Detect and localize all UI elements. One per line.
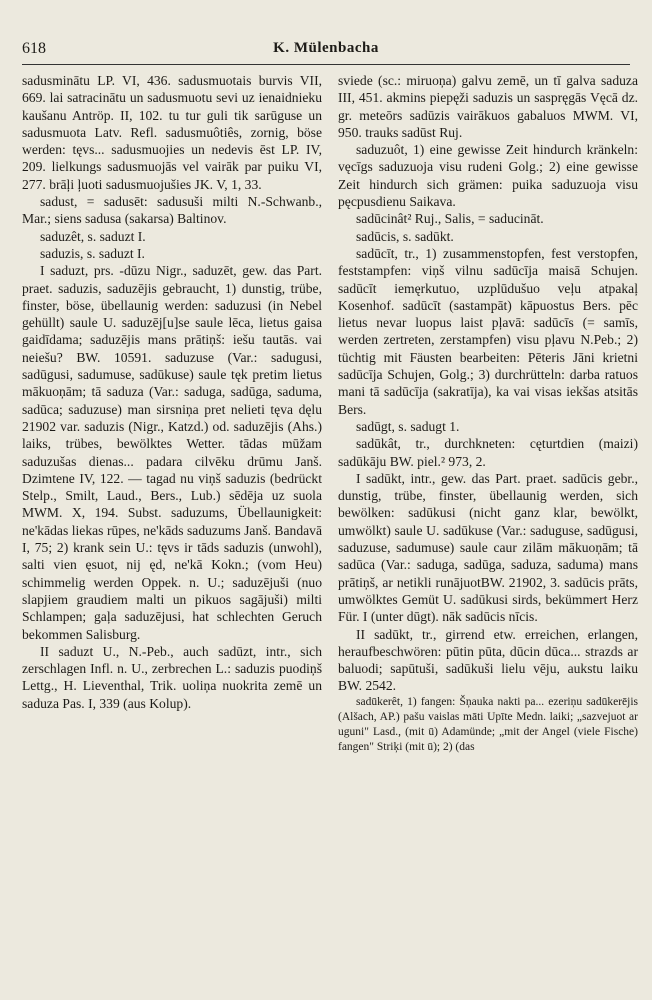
entry-paragraph: sadust, = sadusēt: sadusuši milti N.-Schwanb., Mar.; siens sadusa (sakarsa) Baltinov. bbox=[22, 194, 322, 227]
header-rule bbox=[22, 64, 630, 65]
running-title: K. Mülenbacha bbox=[273, 40, 379, 56]
entry-paragraph: sadūkât, tr., durchkneten: cęturtdien (maizi) sadūkāju BW. piel.² 973, 2. bbox=[338, 436, 638, 469]
entry-paragraph: sadusminātu LP. VI, 436. sadusmuotais burvis VII, 669. lai satracinātu un sadusmuotu sevi uz ienaidnieku kaušanu Antröp. II, 102. tu tur guli tik sarūguse un sadusmuota Latv. Refl. sadusmuôtiês, zornig, böse werden: tęvs... sadusmuojies un nedevis ēst LP. IV, 209. lielkungs sadusmuojās vel vairāk par puiku VI, 277. brāļi ļuoti sadusmuojušies JK. V, 1, 33. bbox=[22, 73, 322, 192]
entry-paragraph: sadūkerêt, 1) fangen: Šņauka nakti pa... ezeriņu sadūkerējis (Alšach, AP.) pašu vaislas māti Upīte Medn. laiki; „sazvejuot ar uguni" Lasd., (mit ū) Adamünde; „mit der Angel (viele Fische) fangen" Striķi (mit ū); 2) (das bbox=[338, 695, 638, 753]
entry-paragraph: I saduzt, prs. -dūzu Nigr., saduzēt, gew. das Part. praet. saduzis, saduzējis gebraucht, 1) dunstig, trübe, finster, böse, übellaunig werden: saduzusi (in Nebel gehüllt) saule U. saduzēj[u]se saule lēca, lietus gaisa gaidīdama; saduzējis mans prātiņš: iešu tautās. vai neiešu? BW. 10591. saduzuse (Var.: sadugusi, sadūgusi, sadumuse, sadūkuse) saule tęk pretim lietus mākuoņām; tā saduza (Var.: saduga, sadūga, saduma, sadūca; saduzuse) man sirsniņa pret nelieti tęva dęlu 21902 var. saduzis (Nigr., Katzd.) od. saduzējis (Ahs.) laiks, trübes, bewölktes Wetter. tādas mūžam saduzušas dienas... padara cilvēku drūmu Janš. Dzimtene IV, 122. — tagad nu viņš saduzis (bedrückt Stelp., Smilt, Laud., Bers., Lub.) sēdēja uz suola MWM. X, 194. Subst. saduzums, Übellaunigkeit: ne'kādas liekas rūpes, ne'kāds saduzums Janš. Bandavā I, 75; 2) krank sein U.: tęvs ir tāds saduzis (unwohl), salti vien ęsuot, nij ęd, ne'kā Kokn.; (vom Heu) schimmelig werden Oppek. n. U.; saduzējuši (nuo slapjiem graudiem malti un pikuos sagājuši) milti Schlampen; gaļa saduzējusi, hat schlechten Geruch bekommen Salisburg. bbox=[22, 263, 322, 642]
entry-paragraph: sadūcīt, tr., 1) zusammenstopfen, fest verstopfen, feststampfen: viņš vilnu sadūcīja maisā Schujen. sadūcīt iemęrkutuo, uzplūdušuo veļu atpakaļ Kosenhof. sadūcīt (sastampāt) kāpuostus Bers. pēc lietus nevar luopus laist pļavā: sadūcīs (= samīs, werden zertreten, zerstampfen) visu pļavu N.Peb.; 2) tüchtig mit Fäusten bearbeiten: Pēteris Jāni krietni sadūcīja Schujen, Golg.; 3) durchrütteln: darba ratuos mani tā sadūcīja (sakratīja), ka vai visas iekšas atsitās Bers. bbox=[338, 245, 638, 417]
right-column bbox=[338, 72, 638, 755]
page-header bbox=[22, 40, 630, 62]
entry-paragraph: sadūgt, s. sadugt 1. bbox=[356, 418, 460, 434]
entry-paragraph: sadūcis, s. sadūkt. bbox=[356, 228, 454, 244]
entry-paragraph: sviede (sc.: miruoņa) galvu zemē, un tī galva saduza III, 451. akmins piepęži saduzis un saspręgās Vęcā dz. gr. meteōrs sadūzis vairākuos gabaluos MWM. VI, 950. trauks sadūst Ruj. bbox=[338, 73, 638, 140]
entry-paragraph: saduzuôt, 1) eine gewisse Zeit hindurch kränkeln: vęcīgs saduzuoja visu rudeni Golg.; 2) eine gewisse Zeit hindurch sich grämen: puika saduzuoja visu pęcpusdienu Saikava. bbox=[338, 142, 638, 210]
entry-paragraph: II sadūkt, tr., girrend etw. erreichen, erlangen, heraufbeschwören: pūtin pūta, dūcin dūca... strazds ar baluodi; sapūtuši, sadūkuši lielu vēju, aukstu laiku BW. 2542. bbox=[338, 626, 638, 694]
entry-paragraph: saduzis, s. saduzt I. bbox=[40, 245, 145, 261]
entry-paragraph: II saduzt U., N.-Peb., auch sadūzt, intr., sich zerschlagen Infl. n. U., zerbrechen L.: saduzis puodiņš Lettg., H. Lieventhal, Trik. uoliņa nuokrita zemē un saduza Pas. I, 339 (aus Kolup). bbox=[22, 643, 322, 711]
entry-paragraph: I sadūkt, intr., gew. das Part. praet. sadūcis gebr., dunstig, trübe, finster, übellaunig werden, sich bewölken: sadūkusi (nicht ganz klar, bewölkt, umwölkt) saule U. sadūkuse (Var.: saduguse, sadūgusi, saduzuse, sadumuse) saule caur zilām mākuoņām; tā sadūca (Var.: saduga, sadūga, saduza, saduma) mans prātiņš, ar netikli runājuotBW. 21902, 3. sadūcis prāts, umwölktes Gemüt U. sadūkusi sirds, bekümmert Herz Für. I (unter dūgt). nāk sadūcis nīcis. bbox=[338, 470, 638, 625]
entry-paragraph: saduzêt, s. saduzt I. bbox=[40, 228, 146, 244]
left-column bbox=[22, 72, 322, 712]
entry-paragraph: sadūcinât² Ruj., Salis, = saducināt. bbox=[356, 211, 544, 227]
page-number: 618 bbox=[22, 40, 46, 57]
